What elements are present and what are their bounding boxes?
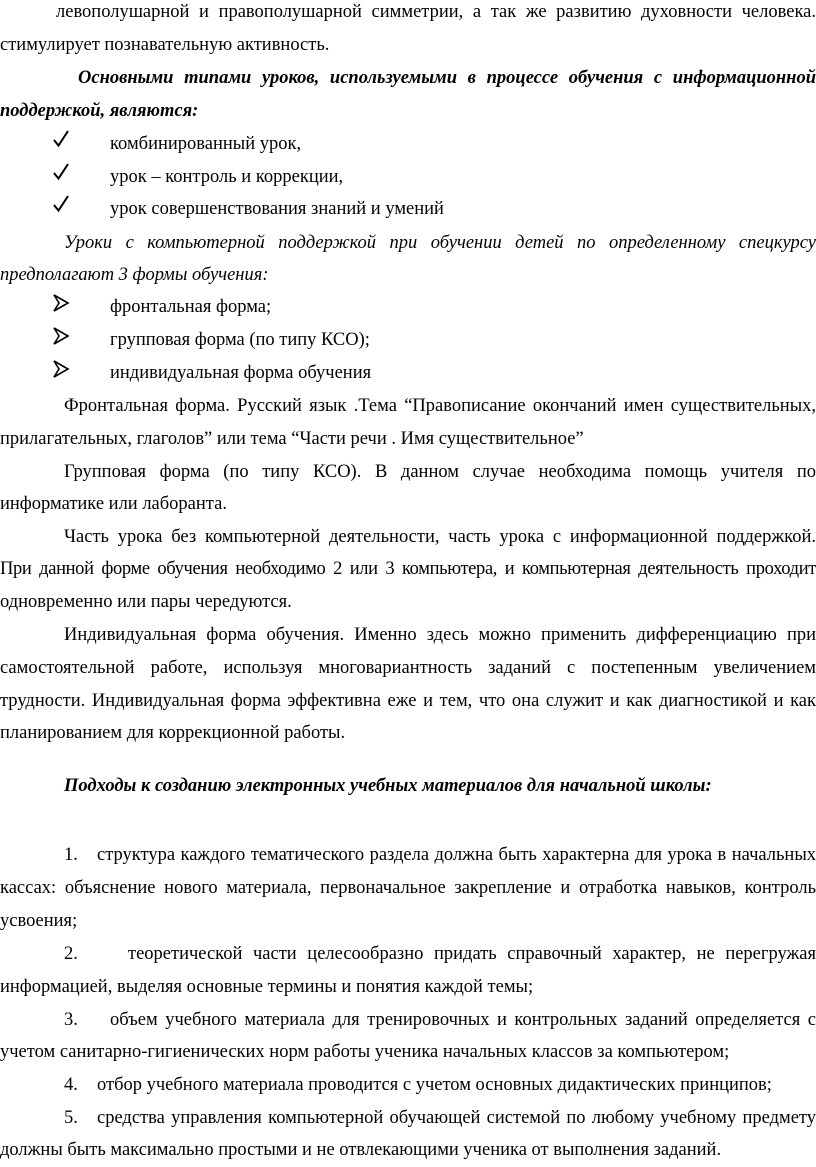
forms-heading-line-2: предполагают 3 формы обучения: [0, 265, 269, 285]
frontal-paragraph-line-2: прилагательных, глаголов” или тема “Части речи . Имя существительное” [0, 429, 584, 449]
numbered-item-2-line-1 [0, 938, 816, 971]
forms-heading-line-1: Уроки с компьютерной поддержкой при обучении детей по определенному спецкурсу [64, 233, 816, 253]
part-paragraph-line-1: Часть урока без компьютерной деятельности, часть урока с информационной поддержкой. [64, 527, 816, 547]
item-number: 3. [64, 1010, 78, 1030]
arrow-bullet-icon [52, 357, 76, 379]
frontal-paragraph-line-1: Фронтальная форма. Русский язык .Тема “Правописание окончаний имен существительных, [64, 396, 816, 416]
intro-line-1: левополушарной и правополушарной симметрии, а так же развитию духовности человека. [56, 2, 816, 22]
item-number: 1. [64, 845, 78, 865]
part-paragraph-line-3: одновременно или пары чередуются. [0, 592, 292, 612]
numbered-item-3-line-1 [0, 1004, 816, 1037]
item-text: теоретической части целесообразно придать справочный характер, не перегружая [128, 944, 816, 964]
item-text: объем учебного материала для тренировочных и контрольных заданий определяется с [110, 1010, 816, 1030]
item-number: 5. [64, 1108, 78, 1128]
numbered-item-1-line-1 [0, 839, 816, 872]
numbered-item-3-line-2: учетом санитарно-гигиенических норм работы ученика начальных классов за компьютером; [0, 1042, 730, 1062]
numbered-item-1-line-2: кассах: объяснение нового материала, первоначальное закрепление и отработка навыков, контроль [0, 878, 816, 898]
item-number: 2. [64, 944, 78, 964]
arrow-bullet-icon [52, 324, 76, 346]
individual-paragraph-line-4: планированием для коррекционной работы. [0, 723, 346, 743]
numbered-item-2-line-2: информацией, выделяя основные термины и понятия каждой темы; [0, 977, 534, 997]
group-paragraph-line-2: информатике или лаборанта. [0, 494, 227, 514]
list-item [0, 357, 816, 389]
numbered-item-1-line-3: усвоения; [0, 911, 78, 931]
item-text: отбор учебного материала проводится с учетом основных дидактических принципов; [97, 1075, 772, 1095]
list-item [0, 324, 816, 356]
list-item-label: урок – контроль и коррекции, [110, 167, 344, 187]
list-item-label: групповая форма (по типу КСО); [110, 330, 370, 350]
checkmark-icon [52, 193, 76, 215]
part-paragraph-line-2: При данной форме обучения необходимо 2 или 3 компьютера, и компьютерная деятельность проходит [0, 559, 816, 579]
intro-line-2: стимулирует познавательную активность. [0, 35, 330, 55]
checkmark-icon [52, 128, 76, 150]
numbered-item-4-line-1 [0, 1069, 816, 1102]
lesson-types-heading-line-2: поддержкой, являются: [0, 101, 199, 121]
list-item-label: комбинированный урок, [110, 134, 302, 154]
list-item-label: фронтальная форма; [110, 297, 272, 317]
approaches-heading: Подходы к созданию электронных учебных материалов для начальной школы: [64, 776, 712, 796]
individual-paragraph-line-1: Индивидуальная форма обучения. Именно здесь можно применить дифференциацию при [64, 625, 816, 645]
numbered-item-5-line-2: должны быть максимально простыми и не отвлекающими ученика от выполнения заданий. [0, 1140, 722, 1160]
item-number: 4. [64, 1075, 78, 1095]
list-item-label: урок совершенствования знаний и умений [110, 199, 444, 219]
list-item [0, 128, 816, 160]
list-item-label: индивидуальная форма обучения [110, 363, 372, 383]
list-item [0, 161, 816, 193]
checkmark-icon [52, 161, 76, 183]
item-text: средства управления компьютерной обучающей системой по любому учебному предмету [97, 1108, 816, 1128]
lesson-types-heading-line-1: Основными типами уроков, используемыми в процессе обучения с информационной [78, 68, 816, 88]
numbered-item-5-line-1 [0, 1102, 816, 1135]
group-paragraph-line-1: Групповая форма (по типу КСО). В данном случае необходима помощь учителя по [64, 462, 816, 482]
list-item [0, 193, 816, 225]
individual-paragraph-line-3: трудности. Индивидуальная форма эффективна еже и тем, что она служит и как диагностикой и как [0, 691, 816, 711]
item-text: структура каждого тематического раздела должна быть характерна для урока в начальных [97, 845, 816, 865]
individual-paragraph-line-2: самостоятельной работе, используя многовариантность заданий с постепенным увеличением [0, 658, 816, 678]
arrow-bullet-icon [52, 291, 76, 313]
list-item [0, 291, 816, 323]
